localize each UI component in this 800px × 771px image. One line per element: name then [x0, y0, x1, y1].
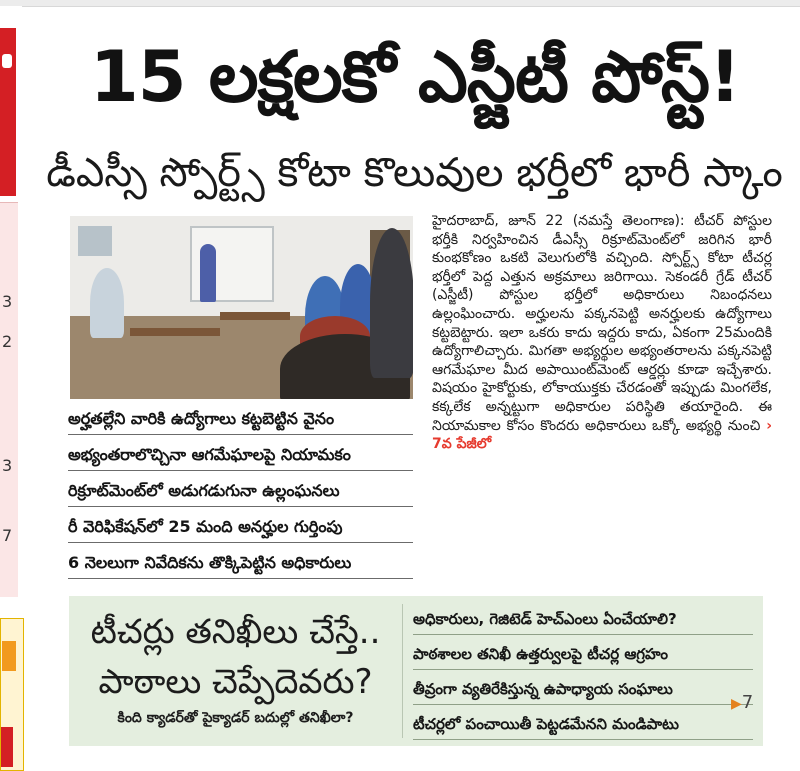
box-divider	[402, 604, 403, 738]
related-question-line1: టీచర్లు తనిఖీలు చేస్తే..	[90, 612, 381, 652]
adjacent-fragment: 3	[2, 456, 13, 475]
related-question-line2: పాఠాలు చెప్పేదెవరు?	[98, 662, 373, 702]
highlight-item: రిక్రూట్‌మెంట్‌లో అడుగడుగునా ఉల్లంఘనలు	[68, 476, 413, 507]
related-question-sub: కింది క్యాడర్‌తో పైక్యాడర్ బదుల్లో తనిఖీలా?	[117, 710, 354, 726]
article-headline: 15 లక్షలకో ఎస్జీటీ పోస్ట్!	[90, 36, 740, 118]
article-body	[432, 212, 772, 578]
photo-desk	[130, 328, 220, 336]
related-point: అధికారులు, గెజిటెడ్ హెచ్‌ఎంలు ఏంచేయాలి?	[413, 604, 753, 635]
adjacent-advertisement	[0, 618, 24, 771]
adjacent-red-banner	[0, 28, 16, 196]
adjacent-fragment: 3	[2, 292, 13, 311]
continuation-marker[interactable]: › 7వ పేజీలో	[432, 417, 772, 453]
highlight-item: అభ్యంతరాలొచ్చినా ఆగమేఘాలపై నియామకం	[68, 440, 413, 471]
adjacent-fragment: 2	[2, 332, 13, 351]
highlight-item: అర్హతల్లేని వారికి ఉద్యోగాలు కట్టబెట్టిన వైనం	[68, 404, 413, 435]
related-story-box	[69, 596, 763, 746]
related-points-list	[413, 604, 753, 744]
continuation-text: 7వ పేజీలో	[432, 436, 492, 453]
article-body-text: హైదరాబాద్, జూన్ 22 (నమస్తే తెలంగాణ): టీచర్ పోస్టుల భర్తీకి నిర్వహించిన డీఎస్సీ రిక్రూట్‌మెంట్‌లో జరిగిన భారీ కుంభకోణం ఒకటి వెలుగులోకి వచ్చింది. స్పోర్ట్స్ కోటా టీచర్ల భర్తీలో పెద్ద ఎత్తున అక్రమాలు జరిగాయి. సెకండరీ గ్రేడ్ టీచర్ (ఎస్జీటీ) పోస్టుల భర్తీలో అధికారులు నిబంధనలు ఉల్లంఘించారు. అర్హులను పక్కనపెట్టి అనర్హులకు ఉద్యోగాలు కట్టబెట్టారు. ఇలా ఒకరు కాదు ఇద్దరు కాదు, ఏకంగా 25మందికి ఉద్యోగాలిచ్చారు. మిగతా అభ్యర్థుల అభ్యంతరాలను పక్కనపెట్టి ఆగమేఘాల మీద అపాయింట్‌మెంట్ ఆర్డర్లు కూడా ఇచ్చేశారు. విషయం హైకోర్టుకు, లోకాయుక్తకు చేరడంతో ఇప్పుడు మింగలేక, కక్కలేక అన్నట్టుగా అధికారుల పరిస్థితి తయారైంది. ఈ నియామకాల కోసం కొందరు అధికారులు ఒక్కో అభ్యర్థి నుంచి	[432, 213, 772, 434]
page-top-border	[0, 0, 800, 7]
adjacent-banner-mark	[2, 54, 12, 68]
page-reference-number: 7	[741, 692, 754, 713]
highlight-item: రీ వెరిఫికేషన్‌లో 25 మంది అనర్హుల గుర్తింపు	[68, 512, 413, 543]
highlight-item: 6 నెలలుగా నివేదికను తొక్కిపెట్టిన అధికారులు	[68, 548, 413, 579]
adjacent-column-strip	[0, 6, 22, 763]
ad-graphic	[1, 727, 13, 767]
photo-student	[370, 228, 413, 378]
photo-desk	[220, 312, 290, 320]
ad-graphic	[2, 641, 16, 671]
related-point: టీచర్లలో పంచాయితీ పెట్టడమేనని మండిపాటు	[413, 709, 753, 740]
adjacent-fragment: 7	[2, 526, 13, 545]
photo-window	[78, 226, 112, 256]
page-reference[interactable]	[731, 692, 753, 713]
arrow-right-icon: ▶	[731, 696, 742, 712]
photo-student	[90, 268, 124, 338]
related-point: పాఠశాలల తనిఖీ ఉత్తర్వులపై టీచర్ల ఆగ్రహం	[413, 639, 753, 670]
related-point: తీవ్రంగా వ్యతిరేకిస్తున్న ఉపాధ్యాయ సంఘాలు	[413, 674, 753, 705]
highlights-list	[68, 404, 413, 584]
classroom-photo	[70, 216, 413, 399]
article-subheadline: డీఎస్సీ స్పోర్ట్స్ కోటా కొలువుల భర్తీలో భారీ స్కాం	[46, 150, 783, 196]
photo-teacher	[200, 244, 216, 302]
